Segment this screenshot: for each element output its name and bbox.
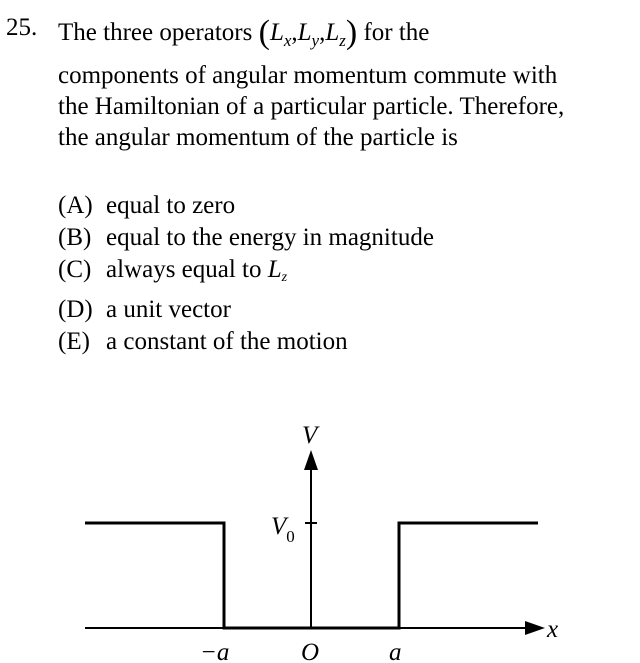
option-text: a constant of the motion: [106, 328, 348, 355]
option-letter: (E): [58, 328, 90, 355]
option-letter: (C): [58, 256, 92, 283]
x-axis-arrow-icon: [525, 621, 545, 635]
question-intro-tail: for the: [363, 19, 430, 46]
option-letter: (A): [58, 192, 93, 219]
question-intro: The three operators: [58, 19, 253, 46]
question-line: the angular momentum of the particle is: [58, 124, 458, 151]
open-paren: (: [258, 14, 270, 51]
operator-l-x: $L_x$: [269, 19, 292, 50]
axes: [85, 468, 530, 628]
operator-l-y: $L_y$: [297, 19, 320, 50]
option-text: always equal to: [106, 256, 268, 283]
option-text: equal to zero: [106, 192, 236, 219]
tick-label-origin: O: [301, 639, 320, 663]
v0-label: $V_0$: [271, 513, 295, 546]
question-number: 25.: [6, 14, 38, 41]
x-axis-label: x: [547, 616, 559, 643]
v-axis-arrow-icon: [304, 450, 318, 470]
question-line: the Hamiltonian of a particular particle. Therefore,: [58, 93, 565, 120]
option-text: equal to the energy in magnitude: [106, 224, 434, 251]
option-math: Lz: [267, 256, 288, 285]
close-paren: ): [345, 14, 358, 51]
operators-expression: $(L_x,L_y,L_z)$: [258, 14, 358, 51]
option-text: a unit vector: [106, 296, 231, 323]
tick-label-minus-a: −a: [200, 639, 230, 663]
tick-label-a: a: [389, 639, 402, 663]
option-letter: (B): [58, 224, 92, 251]
v-axis-label: V: [302, 422, 318, 449]
question-line: components of angular momentum commute with: [58, 62, 558, 89]
operator-l-z: $L_z$: [325, 19, 346, 50]
option-letter: (D): [58, 296, 93, 323]
